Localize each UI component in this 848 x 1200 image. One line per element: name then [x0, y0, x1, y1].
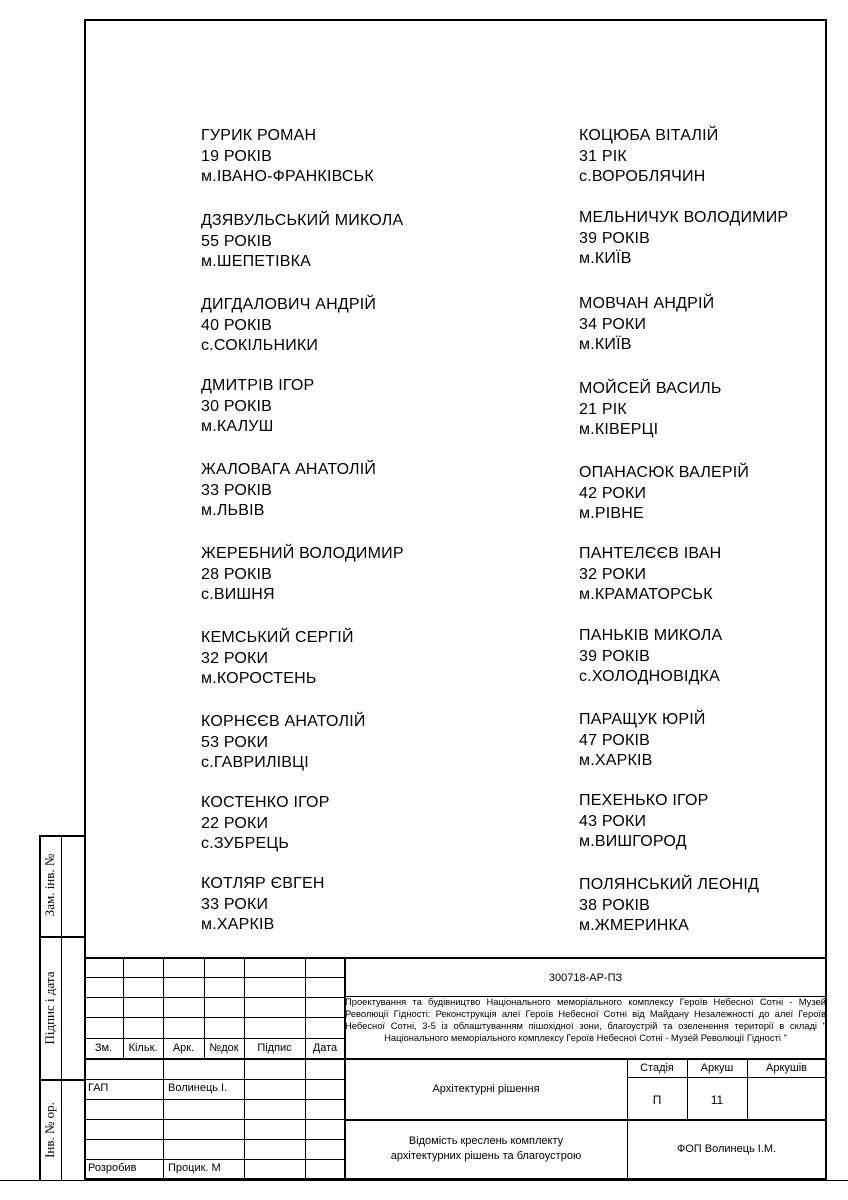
memorial-entry: [579, 544, 721, 606]
person-age: 34 РОКИ: [579, 315, 647, 333]
person-name: КОРНЄЄВ АНАТОЛІЙ: [201, 713, 366, 730]
project-description: Проектування та будівництво Національного меморіального комплексу Героїв Небесної Сотні - Музей Революції Гідності: Реконструкція алеї Героїв Небесної Сотні від Майдану Незалежності до алеї Героїв Небесної Сотні, 3-5 із облаштуванням пішохідної зони, благоустрій та озеленення території в складі " Національного меморіального комплексу Героїв Небесної Сотні - Музей Революції Гідності ": [345, 996, 826, 1043]
person-name: КОЦЮБА ВІТАЛІЙ: [579, 127, 719, 144]
sheets-label: Аркушів: [765, 1062, 807, 1074]
tb-header-line: [84, 1058, 827, 1060]
person-name: КОСТЕНКО ІГОР: [201, 794, 330, 811]
person-hometown: с.ВИШНЯ: [201, 586, 275, 603]
person-age: 31 РІК: [579, 147, 627, 165]
person-age: 32 РОКИ: [579, 565, 647, 583]
role-rozrobyv: Розробив: [88, 1162, 137, 1174]
person-age: 28 РОКІВ: [201, 565, 273, 583]
person-hometown: м.ЖМЕРИНКА: [579, 917, 689, 934]
memorial-entry: [201, 544, 404, 606]
memorial-entry: [201, 126, 374, 188]
person-hometown: м.КИЇВ: [579, 336, 632, 353]
header-ndok: №док: [209, 1042, 239, 1054]
person-age: 21 РІК: [579, 400, 627, 418]
person-name: ДЗЯВУЛЬСЬКИЙ МИКОЛА: [201, 212, 404, 229]
person-hometown: с.ЗУБРЕЦЬ: [201, 835, 290, 852]
tb-col-line: [244, 957, 245, 1180]
memorial-entry: [201, 793, 330, 855]
person-hometown: м.ВИШГОРОД: [579, 833, 687, 850]
memorial-entry: [579, 126, 718, 188]
person-name: ПАНЬКІВ МИКОЛА: [579, 627, 723, 644]
memorial-entry: [579, 463, 749, 525]
role-gap: ГАП: [88, 1082, 109, 1094]
person-name: КОТЛЯР ЄВГЕН: [201, 875, 325, 892]
stage-label: Стадія: [640, 1062, 674, 1074]
person-name: ЖАЛОВАГА АНАТОЛІЙ: [201, 461, 377, 478]
person-hometown: м.КОРОСТЕНЬ: [201, 670, 317, 687]
person-hometown: с.ХОЛОДНОВІДКА: [579, 668, 721, 685]
person-age: 40 РОКІВ: [201, 316, 273, 334]
side-label-inv-or: Інв. № ор.: [42, 1102, 57, 1158]
person-rozrobyv: Процик. М: [168, 1162, 221, 1174]
person-age: 19 РОКІВ: [201, 147, 273, 165]
company-name: ФОП Волинець І.М.: [676, 1143, 777, 1155]
person-age: 53 РОКИ: [201, 733, 269, 751]
person-age: 42 РОКИ: [579, 484, 647, 502]
person-age: 39 РОКІВ: [579, 229, 651, 247]
memorial-entry: [579, 208, 788, 270]
side-label-zam-inv: Зам. інв. №: [42, 853, 57, 917]
person-age: 39 РОКІВ: [579, 647, 651, 665]
tb-stage-col-line: [627, 1058, 628, 1180]
side-strip-left-border: [39, 835, 41, 1181]
person-age: 30 РОКІВ: [201, 397, 273, 415]
person-age: 33 РОКИ: [201, 895, 269, 913]
header-ark: Арк.: [172, 1042, 195, 1054]
memorial-entry: [201, 874, 325, 936]
person-hometown: м.КАЛУШ: [201, 418, 274, 435]
header-pidpys: Підпис: [257, 1042, 292, 1054]
tb-stage-header-line: [627, 1077, 826, 1078]
memorial-entry: [579, 379, 722, 441]
person-hometown: с.ГАВРИЛІВЦІ: [201, 754, 309, 771]
person-age: 43 РОКИ: [579, 812, 647, 830]
person-name: ПЕХЕНЬКО ІГОР: [579, 792, 709, 809]
memorial-entry: [201, 712, 366, 774]
person-hometown: м.ХАРКІВ: [201, 916, 275, 933]
tb-col-line: [163, 957, 164, 1180]
sheet-bottom-edge: [0, 1180, 848, 1181]
person-age: 33 РОКІВ: [201, 481, 273, 499]
memorial-entry: [201, 211, 403, 273]
sheet-label: Аркуш: [700, 1062, 734, 1074]
person-name: МОВЧАН АНДРІЙ: [579, 295, 715, 312]
header-kilk: Кільк.: [128, 1042, 158, 1054]
person-name: МЕЛЬНИЧУК ВОЛОДИМИР: [579, 209, 789, 226]
person-hometown: с.СОКІЛЬНИКИ: [201, 337, 319, 354]
stage-value: П: [652, 1093, 662, 1107]
person-hometown: м.ІВАНО-ФРАНКІВСЬК: [201, 168, 374, 185]
side-strip-divider: [61, 835, 62, 1181]
memorial-entry: [201, 628, 354, 690]
header-zm: Зм.: [94, 1042, 113, 1054]
person-gap: Волинець І.: [168, 1082, 228, 1094]
memorial-entry: [201, 295, 376, 357]
person-hometown: м.ШЕПЕТІВКА: [201, 253, 312, 270]
person-name: ГУРИК РОМАН: [201, 127, 317, 144]
header-data: Дата: [312, 1042, 338, 1054]
person-hometown: м.КРАМАТОРСЬК: [579, 586, 713, 603]
person-age: 32 РОКИ: [201, 649, 269, 667]
sheet-title-line1: Відомість креслень комплекту: [408, 1135, 564, 1147]
person-hometown: м.КИЇВ: [579, 250, 632, 267]
tb-top-line: [84, 957, 827, 959]
section-name: Архітектурні рішення: [432, 1083, 540, 1095]
person-hometown: м.РІВНЕ: [579, 505, 644, 522]
memorial-entry: [579, 875, 759, 937]
person-age: 22 РОКИ: [201, 814, 269, 832]
person-name: ПАРАЩУК ЮРІЙ: [579, 711, 706, 728]
person-hometown: м.ХАРКІВ: [579, 752, 653, 769]
person-name: ДМИТРІВ ІГОР: [201, 377, 315, 394]
person-age: 47 РОКІВ: [579, 731, 651, 749]
person-name: ОПАНАСЮК ВАЛЕРІЙ: [579, 464, 750, 481]
memorial-entry: [201, 376, 314, 438]
memorial-entry: [579, 626, 722, 688]
person-age: 55 РОКІВ: [201, 232, 273, 250]
side-label-pidpys-data: Підпис і дата: [42, 971, 57, 1045]
document-code: 300718-АР-ПЗ: [548, 972, 623, 984]
sheet-title-line2: архітектурних рішень та благоустрою: [390, 1150, 582, 1162]
person-name: ДИГДАЛОВИЧ АНДРІЙ: [201, 296, 377, 313]
person-name: КЕМСЬКИЙ СЕРГІЙ: [201, 629, 354, 646]
person-name: ПАНТЕЛЄЄВ ІВАН: [579, 545, 722, 562]
person-hometown: м.ЛЬВІВ: [201, 502, 265, 519]
sheet-value: 11: [710, 1093, 724, 1107]
memorial-entry: [579, 294, 714, 356]
person-name: ЖЕРЕБНИЙ ВОЛОДИМИР: [201, 545, 404, 562]
tb-col-line: [305, 957, 306, 1180]
person-age: 38 РОКІВ: [579, 896, 651, 914]
tb-section-line: [345, 1119, 826, 1121]
memorial-entry: [201, 460, 376, 522]
person-name: МОЙСЕЙ ВАСИЛЬ: [579, 380, 722, 397]
memorial-entry: [579, 710, 706, 772]
person-hometown: м.КІВЕРЦІ: [579, 421, 659, 438]
person-hometown: с.ВОРОБЛЯЧИН: [579, 168, 706, 185]
memorial-entry: [579, 791, 709, 853]
person-name: ПОЛЯНСЬКИЙ ЛЕОНІД: [579, 876, 760, 893]
